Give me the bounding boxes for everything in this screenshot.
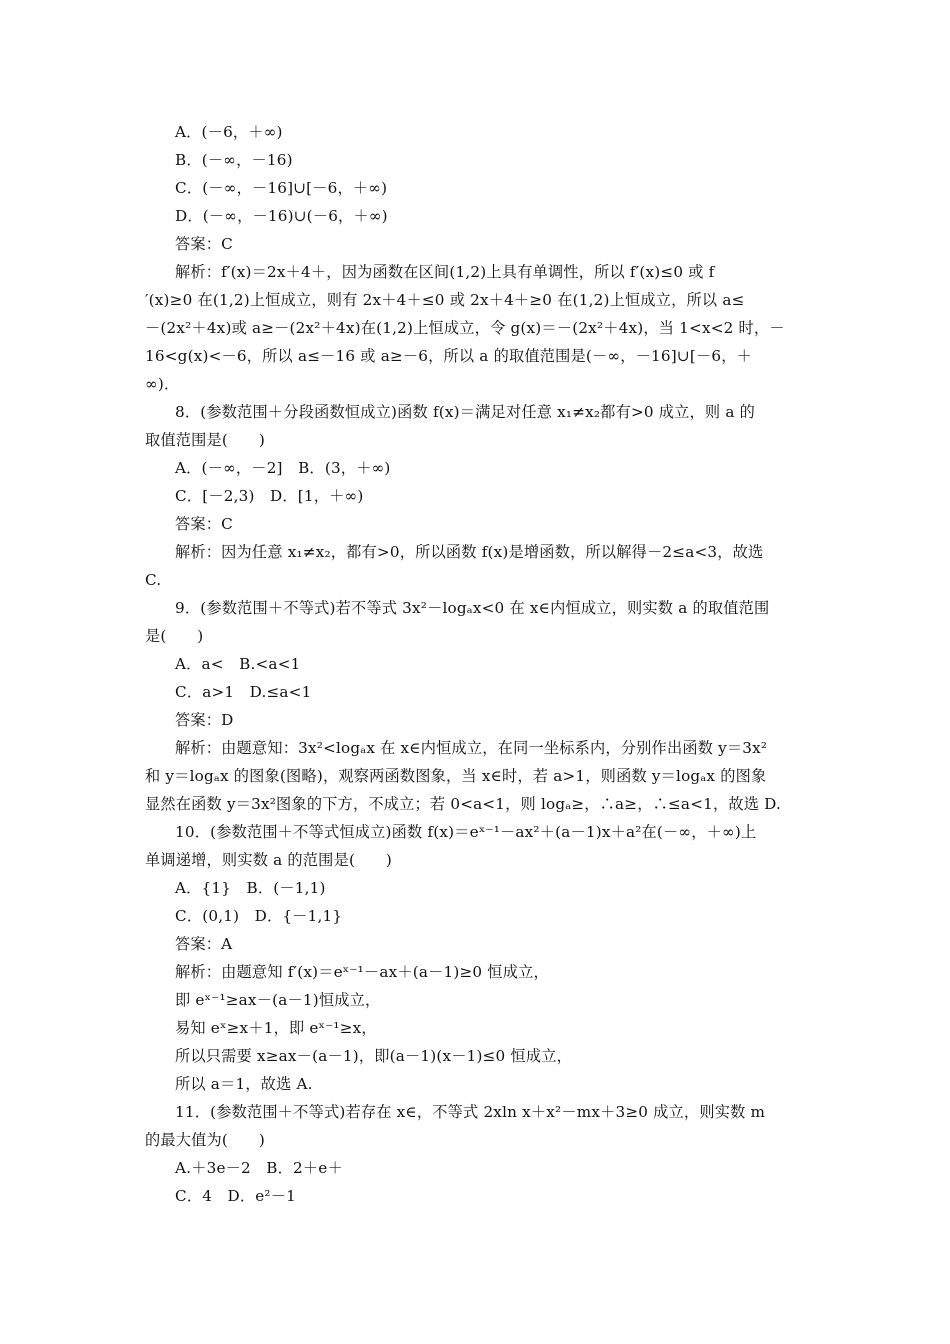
- text-line: C．4 D．e²－1: [175, 1187, 296, 1205]
- text-line: C.: [145, 571, 162, 589]
- text-line: A．(－6，＋∞): [175, 123, 283, 141]
- text-line: 解析：由题意知 f′(x)＝eˣ⁻¹－ax＋(a－1)≥0 恒成立，: [175, 963, 549, 981]
- text-line: －(2x²＋4x)或 a≥－(2x²＋4x)在(1,2)上恒成立，令 g(x)＝－(2x²＋4x)，当 1<x<2 时，－: [145, 319, 785, 337]
- text-line: 8．(参数范围＋分段函数恒成立)函数 f(x)＝满足对任意 x₁≠x₂都有>0 成立，则 a 的: [175, 403, 756, 421]
- text-line: A．(－∞，－2] B．(3，＋∞): [175, 459, 391, 477]
- text-line: C．a>1 D.≤a<1: [175, 683, 312, 701]
- text-line: ∞)．: [145, 375, 180, 393]
- text-line: 解析：因为任意 x₁≠x₂，都有>0，所以函数 f(x)是增函数，所以解得－2≤a<3，故选: [175, 543, 764, 561]
- text-line: B．(－∞，－16): [175, 151, 293, 169]
- text-line: 解析：f′(x)＝2x＋4＋，因为函数在区间(1,2)上具有单调性，所以 f′(x)≤0 或 f: [175, 263, 715, 281]
- text-line: 答案：C: [175, 515, 233, 533]
- text-line: 单调递增，则实数 a 的范围是( ): [145, 851, 392, 869]
- text-line: A．{1} B．(－1,1): [175, 879, 326, 897]
- text-line: 即 eˣ⁻¹≥ax－(a－1)恒成立，: [175, 991, 381, 1009]
- text-line: 解析：由题意知：3x²<logₐx 在 x∈内恒成立，在同一坐标系内，分别作出函数 y＝3x²: [175, 739, 768, 757]
- text-line: 答案：C: [175, 235, 233, 253]
- text-line: 答案：D: [175, 711, 234, 729]
- text-line: ′(x)≥0 在(1,2)上恒成立，则有 2x＋4＋≤0 或 2x＋4＋≥0 在(1,2)上恒成立，所以 a≤: [145, 291, 745, 309]
- text-line: 的最大值为( ): [145, 1131, 265, 1149]
- text-line: C．[－2,3) D．[1，＋∞): [175, 487, 364, 505]
- text-line: 9．(参数范围＋不等式)若不等式 3x²－logₐx<0 在 x∈内恒成立，则实数 a 的取值范围: [175, 599, 770, 617]
- text-line: A．a< B.<a<1: [175, 655, 301, 673]
- text-line: 易知 eˣ≥x＋1，即 eˣ⁻¹≥x，: [175, 1019, 377, 1037]
- text-line: 取值范围是( ): [145, 431, 265, 449]
- text-line: C．(0,1) D．{－1,1}: [175, 907, 343, 925]
- text-line: 所以只需要 x≥ax－(a－1)，即(a－1)(x－1)≤0 恒成立，: [175, 1047, 572, 1065]
- text-line: 16<g(x)<－6，所以 a≤－16 或 a≥－6，所以 a 的取值范围是(－∞，－16]∪[－6，＋: [145, 347, 752, 365]
- text-line: D．(－∞，－16)∪(－6，＋∞): [175, 207, 388, 225]
- text-line: 是( ): [145, 627, 204, 645]
- text-line: 10．(参数范围＋不等式恒成立)函数 f(x)＝eˣ⁻¹－ax²＋(a－1)x＋a²在(－∞，＋∞)上: [175, 823, 757, 841]
- text-line: 11．(参数范围＋不等式)若存在 x∈，不等式 2xln x＋x²－mx＋3≥0 成立，则实数 m: [175, 1103, 766, 1121]
- text-line: 显然在函数 y＝3x²图象的下方，不成立；若 0<a<1，则 logₐ≥，∴a≥，∴≤a<1，故选 D.: [145, 795, 782, 813]
- text-line: C．(－∞，－16]∪[－6，＋∞): [175, 179, 388, 197]
- text-line: A.＋3e－2 B．2＋e＋: [175, 1159, 343, 1177]
- text-line: 所以 a＝1，故选 A.: [175, 1075, 313, 1093]
- text-line: 答案：A: [175, 935, 233, 953]
- text-line: 和 y＝logₐx 的图象(图略)，观察两函数图象，当 x∈时，若 a>1，则函数 y＝logₐx 的图象: [145, 767, 767, 785]
